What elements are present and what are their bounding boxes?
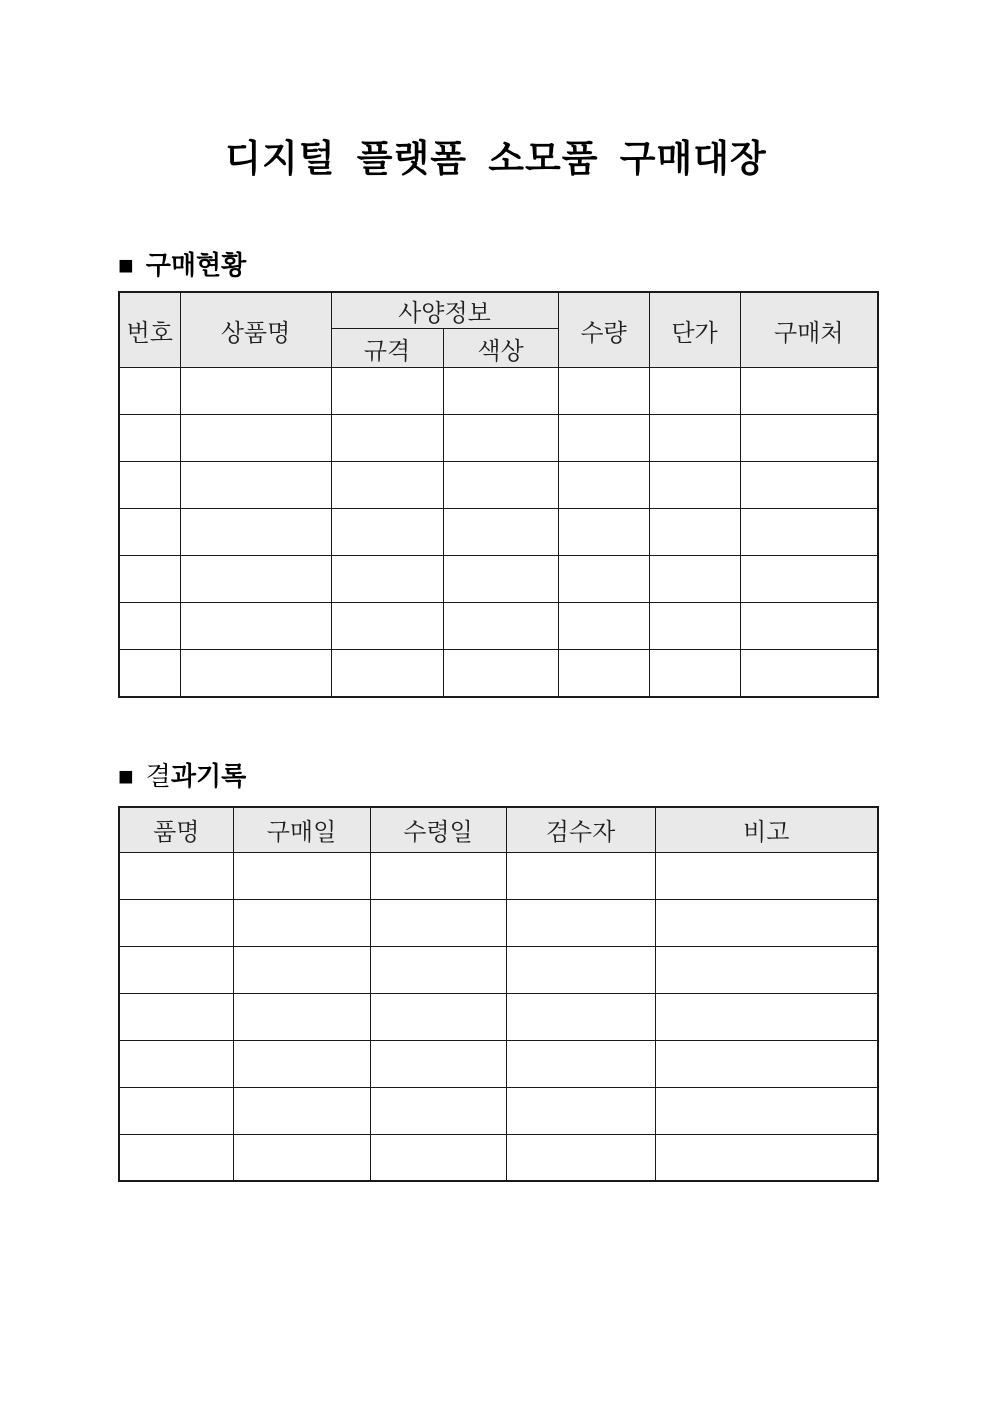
empty-cell [558, 415, 649, 462]
empty-cell [649, 368, 740, 415]
table-row [119, 946, 878, 993]
empty-cell [119, 415, 180, 462]
empty-cell [740, 603, 878, 650]
section-header-purchase-status [118, 252, 246, 278]
empty-cell [443, 462, 558, 509]
table-row [119, 1040, 878, 1087]
empty-cell [649, 509, 740, 556]
section-header-result-record [118, 763, 246, 789]
empty-cell [119, 1087, 233, 1134]
result-table-body [119, 852, 878, 1181]
column-header-remarks: 비고 [655, 807, 878, 852]
empty-cell [443, 415, 558, 462]
table-row [119, 993, 878, 1040]
empty-cell [119, 946, 233, 993]
empty-cell [558, 556, 649, 603]
empty-cell [331, 368, 443, 415]
empty-cell [233, 1134, 370, 1181]
column-header-purchase-date: 구매일 [233, 807, 370, 852]
empty-cell [655, 946, 878, 993]
empty-cell [119, 1040, 233, 1087]
empty-cell [740, 650, 878, 697]
empty-cell [558, 603, 649, 650]
empty-cell [233, 946, 370, 993]
table-row [119, 650, 878, 697]
empty-cell [370, 899, 506, 946]
table-row [119, 509, 878, 556]
empty-cell [233, 1040, 370, 1087]
empty-cell [331, 509, 443, 556]
empty-cell [331, 415, 443, 462]
empty-cell [370, 852, 506, 899]
empty-cell [506, 993, 655, 1040]
empty-cell [180, 462, 331, 509]
column-header-spec: 규격 [331, 329, 443, 368]
empty-cell [180, 603, 331, 650]
square-bullet-icon: ■ [118, 761, 134, 791]
column-header-quantity: 수량 [558, 292, 649, 368]
section-label-bold-part: 과기록 [170, 761, 247, 791]
table-row [119, 415, 878, 462]
empty-cell [506, 946, 655, 993]
empty-cell [740, 462, 878, 509]
table-row [119, 852, 878, 899]
column-header-receive-date: 수령일 [370, 807, 506, 852]
empty-cell [119, 650, 180, 697]
result-table-header [119, 807, 878, 852]
purchase-status-table [118, 291, 879, 698]
empty-cell [558, 462, 649, 509]
empty-cell [370, 946, 506, 993]
column-header-no: 번호 [119, 292, 180, 368]
column-header-product-name: 상품명 [180, 292, 331, 368]
empty-cell [655, 852, 878, 899]
empty-cell [180, 650, 331, 697]
empty-cell [655, 899, 878, 946]
empty-cell [655, 1134, 878, 1181]
empty-cell [649, 603, 740, 650]
empty-cell [649, 556, 740, 603]
section-label: 구매현황 [145, 250, 247, 280]
empty-cell [370, 993, 506, 1040]
table-row [119, 462, 878, 509]
empty-cell [506, 1134, 655, 1181]
square-bullet-icon: ■ [118, 250, 134, 280]
empty-cell [740, 415, 878, 462]
empty-cell [506, 1040, 655, 1087]
empty-cell [331, 462, 443, 509]
column-header-inspector: 검수자 [506, 807, 655, 852]
empty-cell [370, 1134, 506, 1181]
empty-cell [119, 1134, 233, 1181]
purchase-table-header [119, 292, 878, 368]
empty-cell [331, 603, 443, 650]
table-row [119, 368, 878, 415]
table-row [119, 603, 878, 650]
empty-cell [180, 509, 331, 556]
empty-cell [119, 509, 180, 556]
empty-cell [233, 852, 370, 899]
column-header-spec-info-group: 사양정보 [331, 292, 558, 329]
empty-cell [649, 650, 740, 697]
column-header-item-name: 품명 [119, 807, 233, 852]
empty-cell [558, 368, 649, 415]
empty-cell [740, 509, 878, 556]
empty-cell [119, 852, 233, 899]
empty-cell [443, 509, 558, 556]
empty-cell [740, 556, 878, 603]
empty-cell [655, 1087, 878, 1134]
empty-cell [506, 852, 655, 899]
empty-cell [233, 993, 370, 1040]
empty-cell [331, 650, 443, 697]
empty-cell [740, 368, 878, 415]
empty-cell [180, 415, 331, 462]
table-row [119, 1134, 878, 1181]
empty-cell [443, 650, 558, 697]
empty-cell [370, 1087, 506, 1134]
purchase-table-body [119, 368, 878, 697]
table-row [119, 556, 878, 603]
empty-cell [233, 899, 370, 946]
column-header-color: 색상 [443, 329, 558, 368]
empty-cell [649, 415, 740, 462]
empty-cell [119, 368, 180, 415]
table-row [119, 1087, 878, 1134]
empty-cell [119, 462, 180, 509]
empty-cell [558, 509, 649, 556]
section-label-regular-part: 결 [145, 761, 171, 791]
empty-cell [233, 1087, 370, 1134]
empty-cell [506, 899, 655, 946]
empty-cell [655, 1040, 878, 1087]
column-header-vendor: 구매처 [740, 292, 878, 368]
empty-cell [370, 1040, 506, 1087]
empty-cell [443, 603, 558, 650]
empty-cell [180, 368, 331, 415]
empty-cell [180, 556, 331, 603]
empty-cell [119, 993, 233, 1040]
empty-cell [655, 993, 878, 1040]
column-header-unit-price: 단가 [649, 292, 740, 368]
empty-cell [506, 1087, 655, 1134]
empty-cell [443, 368, 558, 415]
empty-cell [119, 603, 180, 650]
empty-cell [558, 650, 649, 697]
result-record-table [118, 806, 879, 1182]
empty-cell [443, 556, 558, 603]
table-row [119, 899, 878, 946]
empty-cell [331, 556, 443, 603]
page-title: 디지털 플랫폼 소모품 구매대장 [225, 138, 767, 179]
empty-cell [649, 462, 740, 509]
empty-cell [119, 899, 233, 946]
table-header-row [119, 292, 878, 329]
empty-cell [119, 556, 180, 603]
table-header-row [119, 807, 878, 852]
